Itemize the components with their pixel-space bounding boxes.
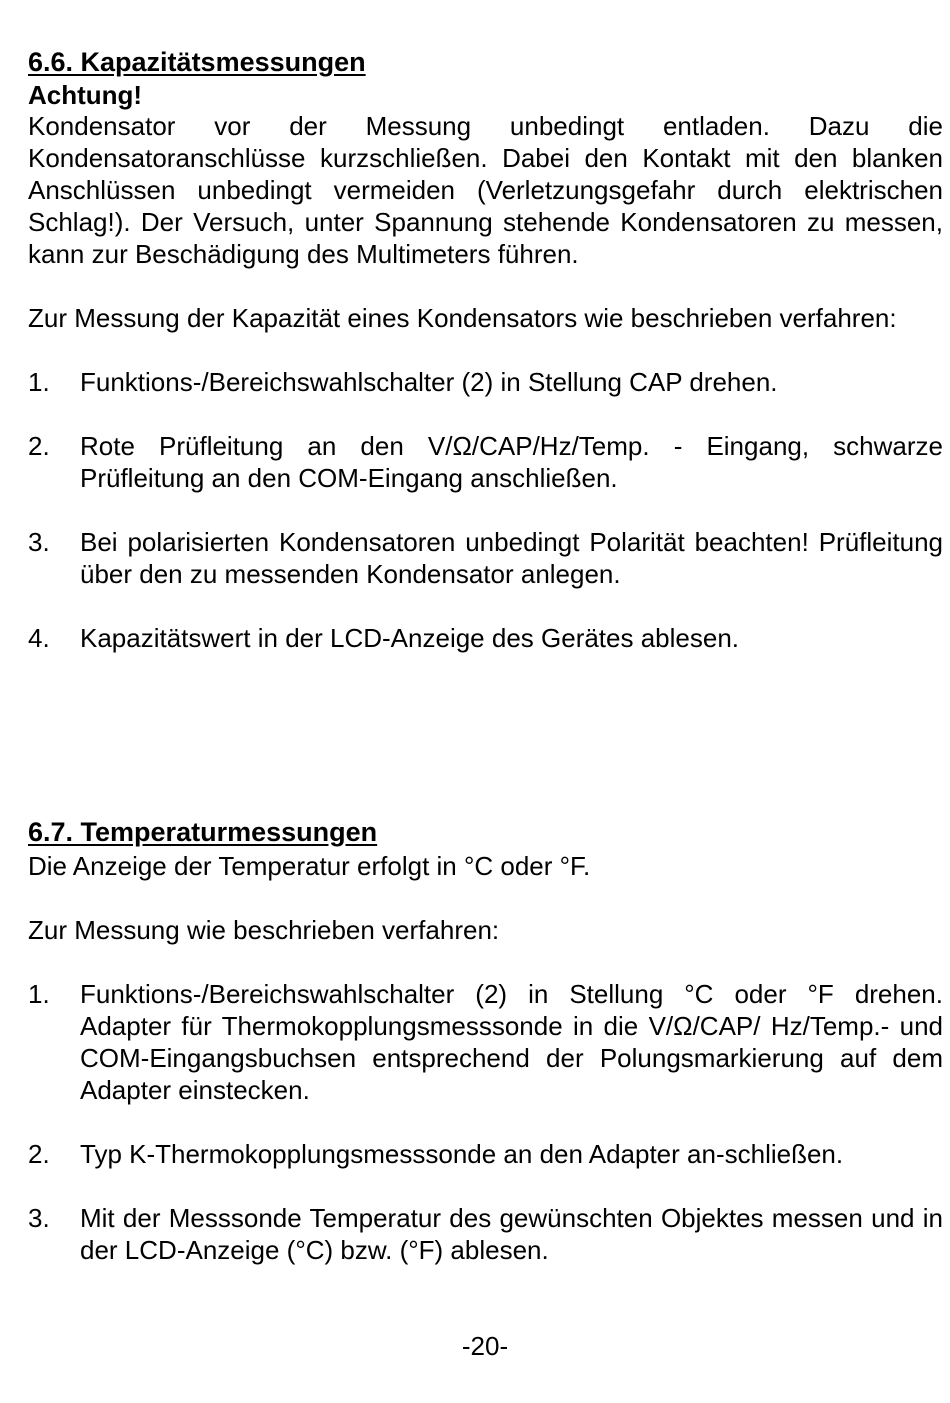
step-number: 2. (28, 1139, 50, 1169)
step-number: 3. (28, 1203, 50, 1233)
step-number: 3. (28, 527, 50, 557)
step-text: Funktions-/Bereichswahlschalter (2) in Stellung °C oder °F drehen. Adapter für Thermokopplungsmesssonde in die V/Ω/CAP/ Hz/Temp.- und COM-Eingangsbuchsen entsprechend der Polungsmarkierung auf dem Adapter einstecken. (80, 979, 943, 1105)
step-text: Rote Prüfleitung an den V/Ω/CAP/Hz/Temp. - Eingang, schwarze Prüfleitung an den COM-Eingang anschließen. (80, 431, 943, 493)
temperature-display-note: Die Anzeige der Temperatur erfolgt in °C oder °F. (28, 851, 591, 881)
step-number: 4. (28, 623, 50, 653)
step-text: Kapazitätswert in der LCD-Anzeige des Gerätes ablesen. (80, 623, 740, 653)
capacitance-step (28, 526, 943, 590)
warning-text: Kondensator vor der Messung unbedingt entladen. Dazu die Kondensatoranschlüsse kurzschließen. Dabei den Kontakt mit den blanken Anschlüssen unbedingt vermeiden (Verletzungsgefahr durch elektrischen Schlag!). Der Versuch, unter Spannung stehende Kondensatoren zu messen, kann zur Beschädigung des Multimeters führen. (28, 111, 943, 269)
step-text: Mit der Messsonde Temperatur des gewünschten Objektes messen und in der LCD-Anzeige (°C) bzw. (°F) ablesen. (80, 1203, 943, 1265)
capacitance-intro: Zur Messung der Kapazität eines Kondensators wie beschrieben verfahren: (28, 303, 897, 333)
temperature-intro: Zur Messung wie beschrieben verfahren: (28, 915, 500, 945)
capacitance-step (28, 622, 943, 654)
step-number: 2. (28, 431, 50, 461)
temperature-step (28, 1138, 943, 1170)
capacitance-section (28, 44, 943, 654)
temperature-step (28, 978, 943, 1106)
step-text: Typ K-Thermokopplungsmesssonde an den Adapter an-schließen. (80, 1139, 844, 1169)
page-number: -20- (461, 1331, 509, 1361)
step-text: Funktions-/Bereichswahlschalter (2) in Stellung CAP drehen. (80, 367, 778, 397)
temperature-step (28, 1202, 943, 1266)
capacitance-step (28, 366, 943, 398)
step-number: 1. (28, 367, 50, 397)
temperature-steps (28, 978, 943, 1266)
temperature-section (28, 814, 943, 1266)
step-number: 1. (28, 979, 50, 1009)
step-text: Bei polarisierten Kondensatoren unbedingt Polarität beachten! Prüfleitung über den zu messenden Kondensator anlegen. (80, 527, 943, 589)
capacitance-steps (28, 366, 943, 654)
capacitance-step (28, 430, 943, 494)
warning-title: Achtung! (28, 80, 143, 110)
temperature-heading: 6.7. Temperaturmessungen (28, 817, 378, 847)
capacitance-heading: 6.6. Kapazitätsmessungen (28, 47, 366, 77)
